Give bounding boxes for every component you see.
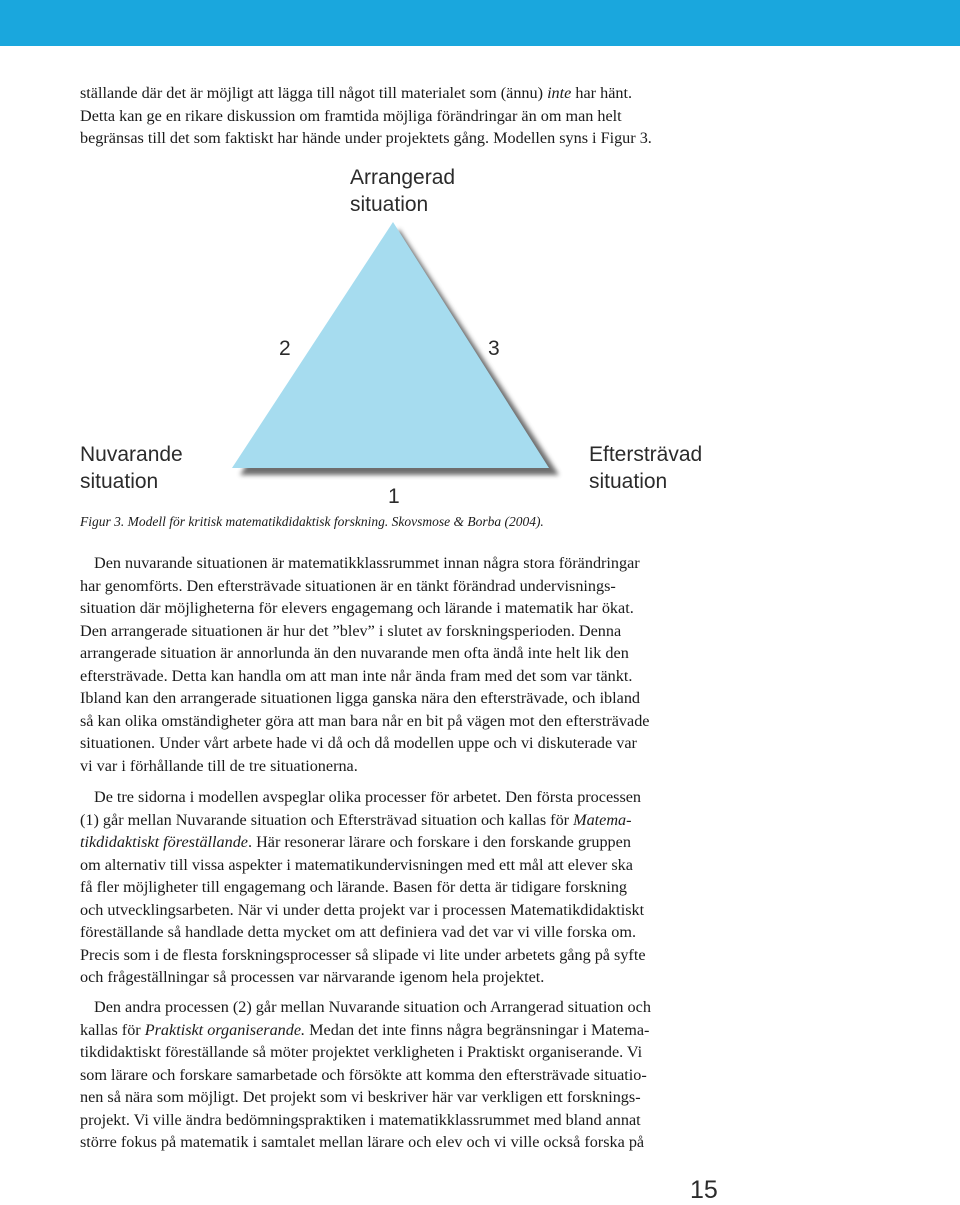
p2-line	[80, 809, 730, 832]
p3-line-2-tail: Medan det inte finns några begränsningar i Matema-	[305, 1020, 650, 1039]
p1-line: Den nuvarande situationen är matematikklassrummet innan några stora förändringar	[94, 554, 640, 572]
side-label-right: 3	[488, 337, 500, 360]
p2-line: få fler möjligheter till engagemang och lärande. Basen för detta är tidigare forskning	[80, 878, 628, 896]
p3-line: projekt. Vi ville ändra bedömningspraktiken i matematikklassrummet med bland annat	[80, 1110, 641, 1129]
label-efterstravad-line-1: Eftersträvad	[589, 443, 703, 466]
p2-line-3-tail: . Här resonerar lärare och forskare i den forskande gruppen	[248, 833, 631, 851]
p2-line: De tre sidorna i modellen avspeglar olika processer för arbetet. Den första processen	[94, 788, 642, 806]
p3-line: Den andra processen (2) går mellan Nuvarande situation och Arrangerad situation och	[94, 998, 651, 1016]
label-nuvarande-line-2: situation	[80, 470, 159, 493]
label-efterstravad-line-2: situation	[589, 470, 668, 493]
label-nuvarande-line-1: Nuvarande	[80, 443, 183, 466]
side-label-left: 2	[279, 337, 291, 360]
intro-line-1-tail: har hänt.	[571, 84, 633, 102]
p1-line: vi var i förhållande till de tre situationerna.	[80, 756, 358, 775]
intro-line-1-italic: inte	[547, 84, 572, 102]
p2-line-2-italic: Matema-	[573, 810, 632, 829]
paragraph-1	[80, 552, 730, 777]
p2-line	[80, 831, 730, 854]
p1-line: situation där möjligheterna för elevers engagemang och lärande i matematik har ökat.	[80, 599, 634, 617]
p2-line-3-italic: tikdidaktiskt föreställande	[80, 833, 248, 851]
p2-line: föreställande så handlade detta mycket om att definiera vad det var vi ville forska om.	[80, 923, 637, 941]
paragraph-3	[80, 996, 730, 1154]
p3-line-2-text: kallas för	[80, 1020, 145, 1039]
intro-line-2: Detta kan ge en rikare diskussion om framtida möjliga förändringar än om man helt	[80, 106, 622, 125]
p1-line: situationen. Under vårt arbete hade vi då och då modellen uppe och vi diskuterade var	[80, 734, 637, 752]
p1-line: eftersträvade. Detta kan handla om att man inte når ända fram med det som var tänkt.	[80, 666, 633, 685]
label-arrangerad-line-1: Arrangerad	[350, 166, 456, 189]
label-nuvarande-situation	[80, 441, 183, 495]
p1-line: Den arrangerade situationen är hur det ”blev” i slutet av forskningsperioden. Denna	[80, 621, 622, 640]
label-eftersträvad-situation	[589, 441, 702, 495]
p2-line: och frågeställningar så processen var närvarande igenom hela projektet.	[80, 968, 545, 986]
p3-line: som lärare och forskare samarbetade och försökte att komma den eftersträvade situatio-	[80, 1065, 647, 1084]
page-number: 15	[690, 1176, 718, 1204]
p1-line: har genomförts. Den eftersträvade situationen är en tänkt förändrad undervisnings-	[80, 576, 616, 595]
p2-line-2-text: (1) går mellan Nuvarande situation och Eftersträvad situation och kallas för	[80, 810, 574, 829]
p1-line: Ibland kan den arrangerade situationen ligga ganska nära den eftersträvade, och ibland	[80, 689, 641, 707]
figure-caption: Figur 3. Modell för kritisk matematikdidaktisk forskning. Skovsmose & Borba (2004).	[80, 514, 544, 529]
p2-line: Precis som i de flesta forskningsprocesser så slipade vi lite under arbetets gång på syfte	[80, 945, 646, 964]
intro-line-1-text: ställande där det är möjligt att lägga till något till materialet som (ännu)	[80, 84, 548, 102]
p3-line: nen så nära som möjligt. Det projekt som vi beskriver här var verkligen ett forsknings-	[80, 1088, 641, 1106]
side-label-bottom: 1	[388, 485, 400, 508]
p3-line	[80, 1019, 730, 1042]
intro-line-3: begränsas till det som faktiskt har hände under projektets gång. Modellen syns i Figur 3.	[80, 129, 652, 147]
p1-line: så kan olika omständigheter göra att man bara når en bit på vägen mot den eftersträvade	[80, 711, 650, 730]
p1-line: arrangerade situation är annorlunda än den nuvarande men ofta ändå inte helt lik den	[80, 644, 629, 662]
p3-line: större fokus på matematik i samtalet mellan lärare och elev och vi ville också forska på	[80, 1133, 645, 1151]
p3-line: tikdidaktiskt föreställande så möter projektet verkligheten i Praktiskt organiserande. Vi	[80, 1043, 643, 1061]
p2-line: om alternativ till vissa aspekter i matematikundervisningen med ett mål att elever ska	[80, 855, 633, 874]
label-arrangerad-situation	[350, 164, 455, 218]
label-arrangerad-line-2: situation	[350, 193, 429, 216]
paragraph-2	[80, 786, 730, 989]
p2-line: och utvecklingsarbeten. När vi under detta projekt var i processen Matematikdidaktiskt	[80, 900, 645, 919]
p3-line-2-italic: Praktiskt organiserande.	[144, 1020, 306, 1039]
